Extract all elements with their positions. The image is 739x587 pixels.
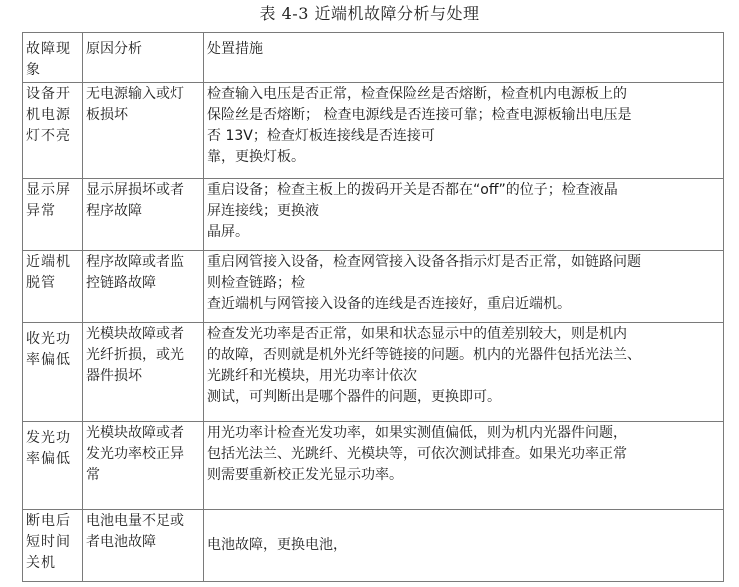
measures-cell: 重启网管接入设备，检查网管接入设备各指示灯是否正常，如链路问题 则检查链路；检 查近端机与网管接入设备的连线是否连接好，重启近端机。	[204, 251, 724, 323]
cause-cell: 电池电量不足或 者电池故障	[83, 510, 204, 582]
header-handling-measures: 处置措施	[204, 33, 724, 83]
cause-cell: 无电源输入或灯 板损坏	[83, 83, 204, 179]
measures-cell: 检查发光功率是否正常，如果和状态显示中的值差别较大，则是机内 的故障，否则就是机外光纤等链接的问题。机内的光器件包括光法兰、 光跳纤和光模块，用光功率计依次 测试，可判断出是哪个器件的问题，更换即可。	[204, 323, 724, 422]
fault-phenomenon-cell: 断电后 短时间 关机	[23, 510, 83, 582]
cause-cell: 显示屏损坏或者 程序故障	[83, 179, 204, 251]
measures-cell: 检查输入电压是否正常，检查保险丝是否熔断，检查机内电源板上的 保险丝是否熔断； 检查电源线是否连接可靠；检查电源板输出电压是 否 13V；检查灯板连接线是否连接可 靠，更换灯板。	[204, 83, 724, 179]
measures-cell: 电池故障，更换电池，	[204, 510, 724, 582]
cause-cell: 光模块故障或者 发光功率校正异 常	[83, 422, 204, 510]
table-row	[23, 83, 724, 179]
header-fault-phenomenon: 故障现 象	[23, 33, 83, 83]
table-title: 表 4-3 近端机故障分析与处理	[259, 4, 480, 23]
measures-cell: 重启设备；检查主板上的拨码开关是否都在“off”的位子；检查液晶 屏连接线；更换液 晶屏。	[204, 179, 724, 251]
table-row	[23, 422, 724, 510]
fault-phenomenon-cell: 发光功 率偏低	[23, 422, 83, 510]
cause-cell: 程序故障或者监 控链路故障	[83, 251, 204, 323]
measures-cell: 用光功率计检查光发功率，如果实测值偏低，则为机内光器件问题， 包括光法兰、光跳纤、光模块等，可依次测试排查。如果光功率正常 则需要重新校正发光显示功率。	[204, 422, 724, 510]
fault-phenomenon-cell: 收光功 率偏低	[23, 323, 83, 422]
cause-cell: 光模块故障或者 光纤折损，或光 器件损坏	[83, 323, 204, 422]
table-row	[23, 179, 724, 251]
header-cause-analysis: 原因分析	[83, 33, 204, 83]
table-row	[23, 251, 724, 323]
fault-phenomenon-cell: 设备开 机电源 灯不亮	[23, 83, 83, 179]
table-header-row	[23, 33, 724, 83]
fault-analysis-table	[22, 32, 724, 582]
fault-phenomenon-cell: 显示屏 异常	[23, 179, 83, 251]
fault-phenomenon-cell: 近端机 脱管	[23, 251, 83, 323]
table-row	[23, 323, 724, 422]
table-row	[23, 510, 724, 582]
